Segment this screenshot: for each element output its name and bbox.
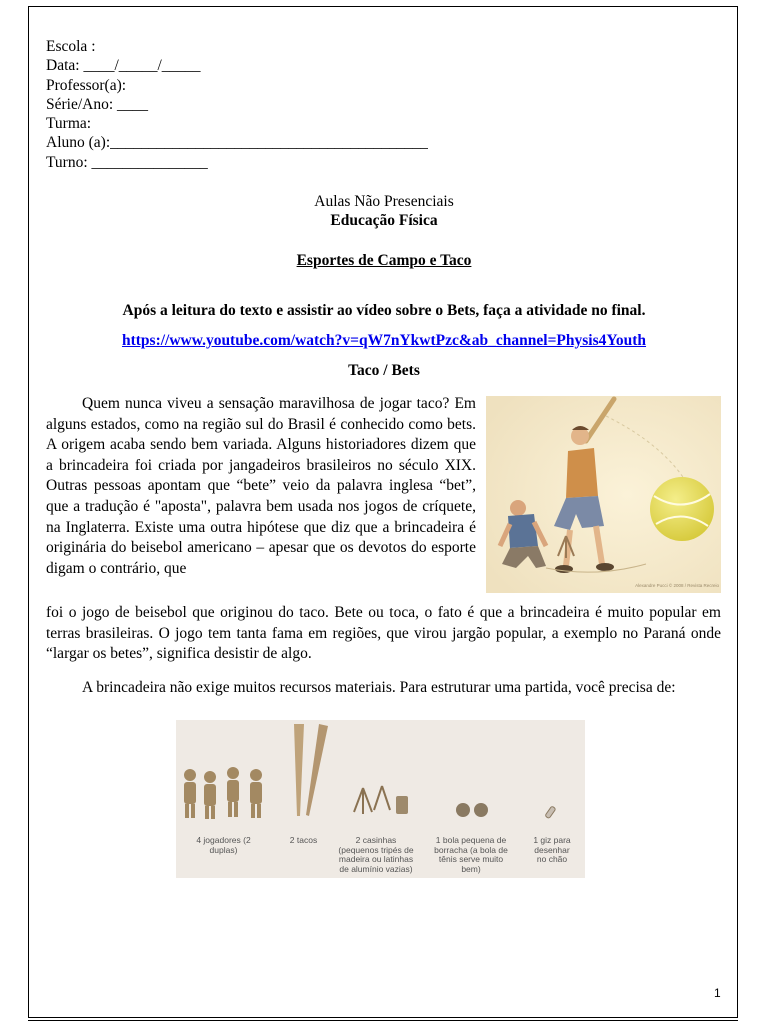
paragraph-2: A brincadeira não exige muitos recursos materiais. Para estruturar uma partida, você precisa de: (82, 679, 676, 696)
ball-figure-1 (456, 803, 470, 817)
paragraph-1-part-b: foi o jogo de beisebol que originou do taco. Bete ou toca, o fato é que a brincadeira é muito popular em terras brasileiras. O jogo tem tanta fama em regiões, que virou jargão popular, a exemplo no Paraná onde “largar os betes”, significa desistir de algo. (46, 604, 721, 663)
can-figure (396, 796, 408, 814)
materials-illustration (176, 720, 585, 878)
caption-chalk: 1 giz para desenhar no chão (533, 835, 571, 864)
page-border-bottom-line (28, 1020, 738, 1021)
caption-players: 4 jogadores (2 duplas) (196, 835, 251, 855)
turma-field: Turma: (46, 115, 92, 133)
student-header (46, 37, 428, 172)
aulas-title: Aulas Não Presenciais (314, 193, 454, 210)
subject-title: Educação Física (330, 212, 438, 229)
data-field: Data: ____/_____/_____ (46, 57, 201, 75)
caption-ball: 1 bola pequena de borracha (a bola de tênis serve muito bem) (434, 835, 508, 874)
page-number: 1 (714, 986, 721, 1000)
topic-title: Esportes de Campo e Taco (296, 252, 472, 269)
paragraph-1-part-a: Quem nunca viveu a sensação maravilhosa de jogar taco? Em alguns estados, como na região sul do Brasil é conhecido como bets. A origem acaba sendo bem variada. Alguns historiadores dizem que a brincadeira foi criada por jangadeiros brasileiros no século XIX. Outras pessoas apontam que “bete” veio da palavra inglesa “bet”, que a tradução é "aposta", palavra bem usada nos jogos de críquete, na Inglaterra. Existe uma outra hipótese que diz que a brincadeira é originária do beisebol americano – apesar que os devotos do esporte digam o contrário, que (46, 395, 476, 577)
illustration-credit: Alexandre Pucci © 2008 / Revista Recreio (635, 583, 719, 588)
professor-field: Professor(a): (46, 76, 127, 94)
instruction-text: Após a leitura do texto e assistir ao vídeo sobre o Bets, faça a atividade no final. (122, 302, 646, 319)
caption-bats: 2 tacos (289, 835, 318, 845)
caption-casinhas: 2 casinhas (pequenos tripés de madeira ou latinhas de alumínio vazias) (338, 835, 414, 874)
serie-field: Série/Ano: ____ (46, 95, 149, 113)
section-title: Taco / Bets (348, 362, 420, 379)
aluno-field: Aluno (a):_________________________________________ (46, 134, 428, 152)
ball-figure-2 (474, 803, 488, 817)
bets-players-illustration (486, 396, 721, 593)
turno-field: Turno: _______________ (46, 153, 208, 171)
escola-field: Escola : (46, 38, 96, 55)
video-link[interactable]: https://www.youtube.com/watch?v=qW7nYkwtPzc&ab_channel=Physis4Youth (121, 332, 647, 349)
